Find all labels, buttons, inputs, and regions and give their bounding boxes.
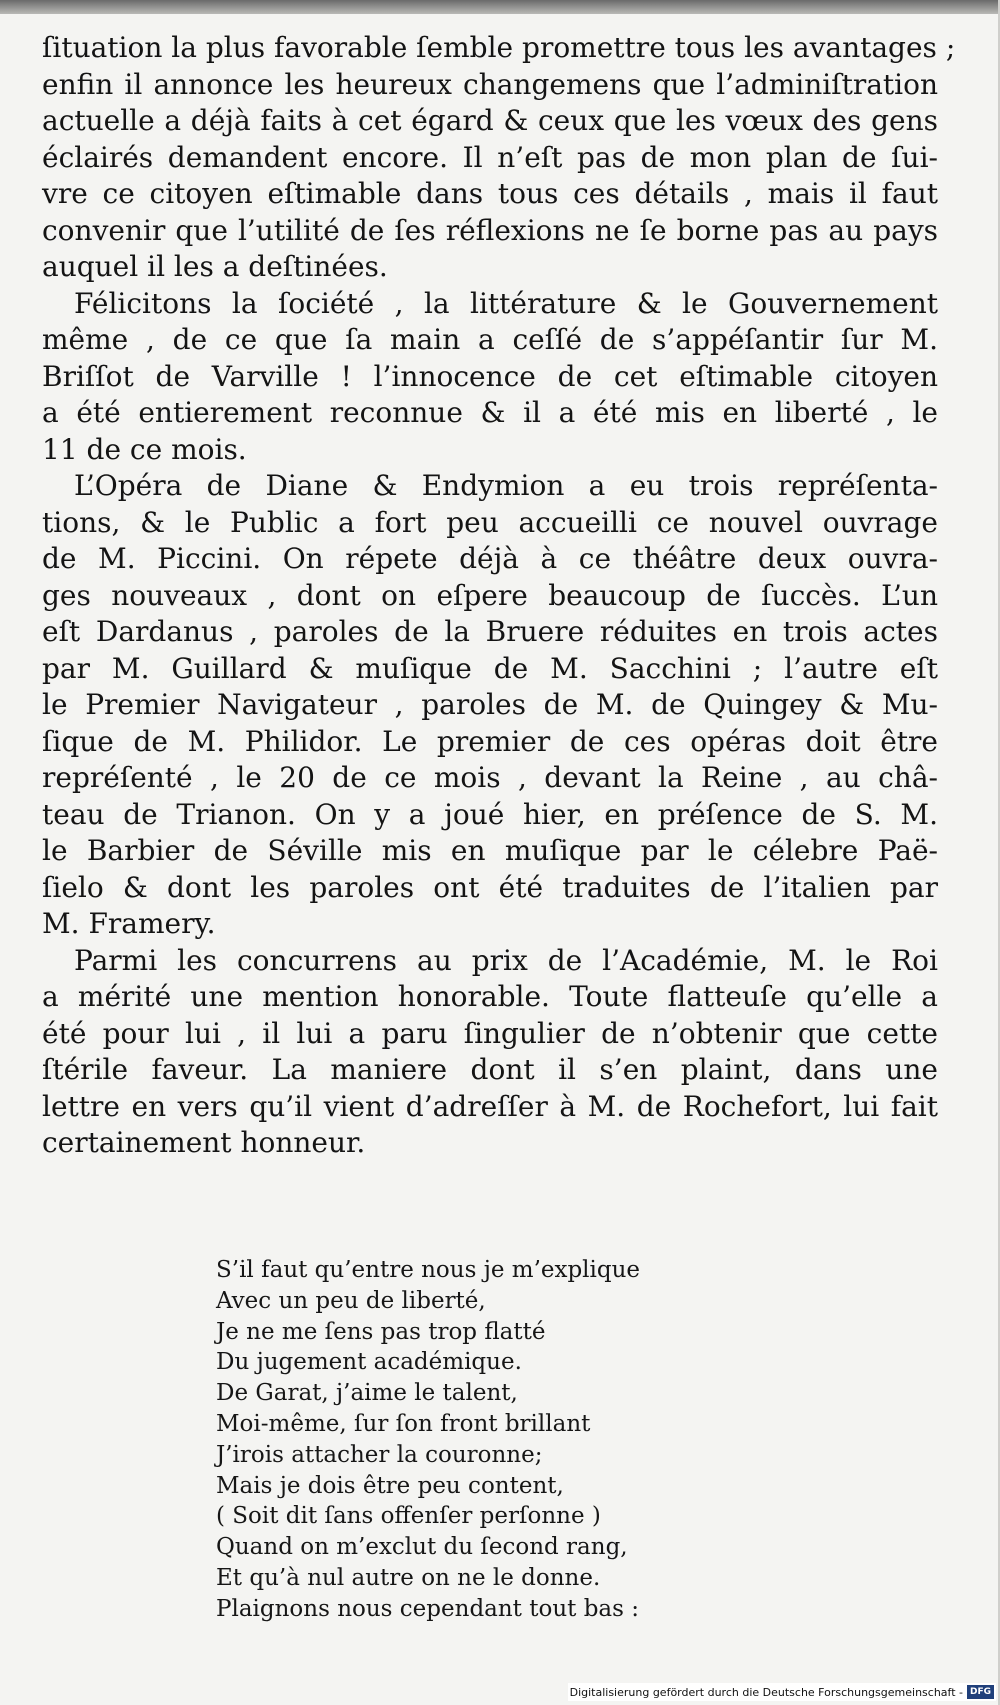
text-line: ſique de M. Philidor. Le premier de ces opéras doit être <box>42 724 938 758</box>
text-line: de M. Piccini. On répete déjà à ce théâtre deux ouvra- <box>42 542 938 575</box>
poem-line: Je ne me ſens pas trop flatté <box>216 1318 546 1345</box>
text-line: Parmi les concurrens au prix de l’Académie, M. le Roi <box>74 943 938 977</box>
body-text <box>42 30 956 1162</box>
poem-line: De Garat, j’aime le talent, <box>216 1380 518 1407</box>
text-line: Briſſot de Varville ! l’innocence de cet eſtimable citoyen <box>42 359 938 393</box>
text-line: teau de Trianon. On y a joué hier, en préſence de S. M. <box>42 797 938 831</box>
paragraph-2 <box>42 286 938 469</box>
text-line: même , de ce que ſa main a ceſſé de s’appéſantir ſur M. <box>42 323 938 356</box>
dfg-logo-icon: DFG <box>967 1685 994 1699</box>
text-line: ſielo & dont les paroles ont été traduites de l’italien par <box>42 870 938 904</box>
text-line: le Premier Navigateur , paroles de M. de Quingey & Mu- <box>42 688 938 721</box>
text-line: par M. Guillard & muſique de M. Sacchini ; l’autre eſt <box>42 651 938 685</box>
text-line: été pour lui , il lui a paru ſingulier de n’obtenir que cette <box>42 1016 938 1050</box>
text-line: 11 de ce mois. <box>42 432 247 466</box>
text-line: certainement honneur. <box>42 1126 366 1159</box>
poem-line: S’il faut qu’entre nous je m’explique <box>216 1257 641 1283</box>
poem-line: Du jugement académique. <box>216 1349 522 1376</box>
poem-line: Quand on m’exclut du ſecond rang, <box>216 1534 628 1561</box>
text-line: Félicitons la ſociété , la littérature & le Gouvernement <box>74 286 938 320</box>
page-top-edge <box>0 0 1000 14</box>
poem-line: Moi-même, ſur ſon front brillant <box>216 1410 591 1437</box>
text-line: tions, & le Public a fort peu accueilli ce nouvel ouvrage <box>42 505 938 539</box>
digitization-credit <box>568 1683 996 1701</box>
text-line: ſituation la plus favorable ſemble promettre tous les avantages ; <box>42 31 956 64</box>
paragraph-3 <box>42 468 938 943</box>
poem-verses <box>216 1255 716 1625</box>
paragraph-4 <box>42 943 938 1162</box>
credit-text: Digitalisierung gefördert durch die Deutsche Forschungsgemeinschaft - <box>569 1685 963 1699</box>
text-line: L’Opéra de Diane & Endymion a eu trois repréſenta- <box>74 469 938 502</box>
text-line: éclairés demandent encore. Il n’eſt pas de mon plan de ſui- <box>42 140 938 174</box>
poem-line: Mais je dois être peu content, <box>216 1472 564 1499</box>
poem-line: Et qu’à nul autre on ne le donne. <box>216 1564 601 1591</box>
text-line: le Barbier de Séville mis en muſique par le célebre Paë- <box>42 834 938 867</box>
text-line: ges nouveaux , dont on eſpere beaucoup de ſuccès. L’un <box>42 578 938 612</box>
text-line: repréſenté , le 20 de ce mois , devant la Reine , au châ- <box>42 761 938 794</box>
paragraph-1 <box>42 30 956 286</box>
poem-line: Avec un peu de liberté, <box>216 1287 486 1314</box>
text-line: eſt Dardanus , paroles de la Bruere réduites en trois actes <box>42 615 938 648</box>
text-line: convenir que l’utilité de ſes réflexions ne ſe borne pas au pays <box>42 213 938 247</box>
poem-line: J’irois attacher la couronne; <box>216 1441 543 1468</box>
text-line: vre ce citoyen eſtimable dans tous ces détails , mais il faut <box>42 177 938 210</box>
poem-line: Plaignons nous cependant tout bas : <box>216 1595 639 1622</box>
text-line: enfin il annonce les heureux changemens que l’adminiſtration <box>42 67 938 101</box>
text-line: a été entierement reconnue & il a été mis en liberté , le <box>42 396 938 429</box>
text-line: actuelle a déjà faits à cet égard & ceux que les vœux des gens <box>42 104 938 137</box>
text-line: ſtérile faveur. La maniere dont il s’en plaint, dans une <box>42 1053 938 1086</box>
poem-line: ( Soit dit ſans offenſer perſonne ) <box>216 1503 601 1530</box>
text-line: auquel il les a deſtinées. <box>42 250 388 283</box>
text-line: M. Framery. <box>42 907 216 940</box>
text-line: lettre en vers qu’il vient d’adreſſer à M. de Rochefort, lui fait <box>42 1089 938 1123</box>
text-line: a mérité une mention honorable. Toute flatteuſe qu’elle a <box>42 980 938 1013</box>
